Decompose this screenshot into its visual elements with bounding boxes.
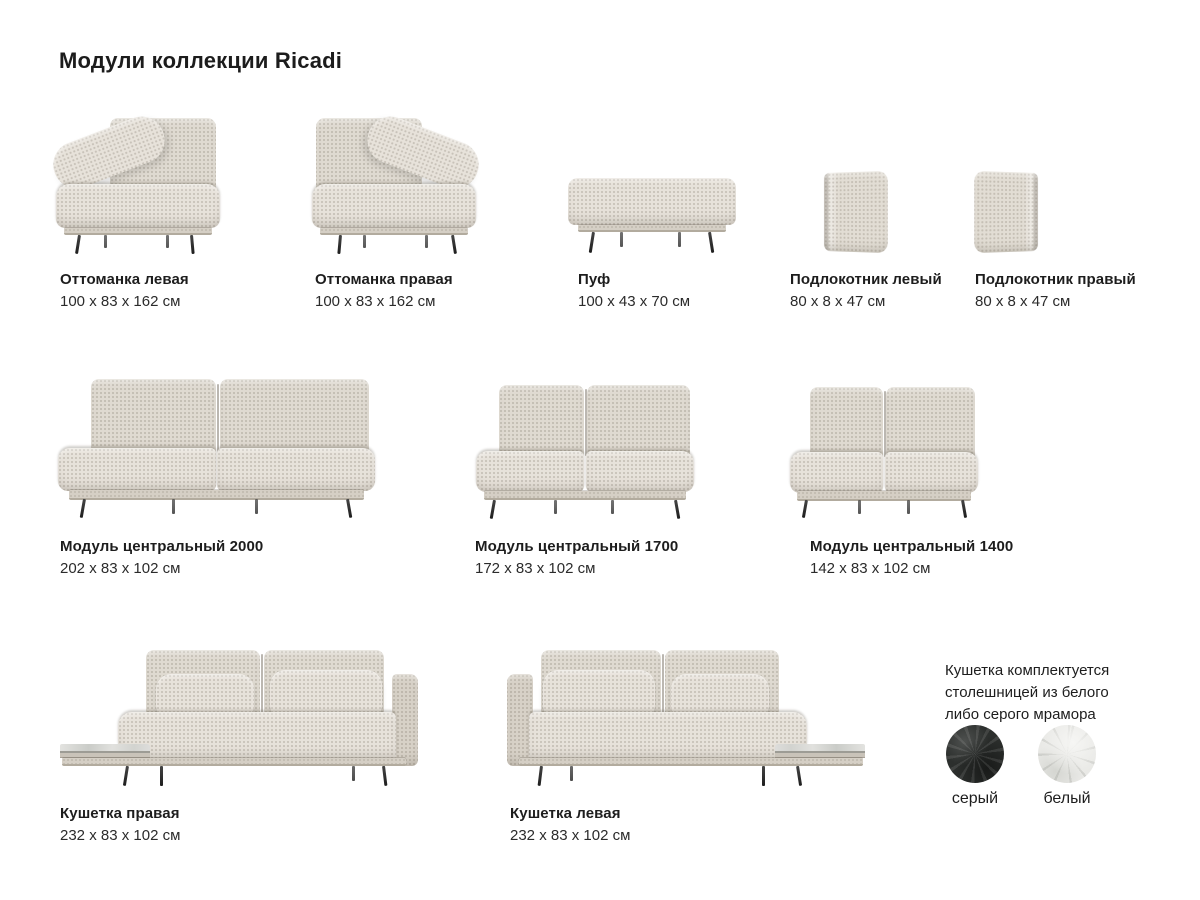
backrest-cushion (810, 387, 884, 459)
module-dims: 100 x 83 x 162 см (60, 293, 181, 310)
module-name: Модуль центральный 2000 (60, 538, 264, 555)
caption-couch-right (60, 803, 180, 846)
module-dims: 232 x 83 x 102 см (60, 827, 181, 844)
backrest-cushion (220, 379, 370, 455)
caption-ottoman-right (315, 269, 453, 312)
leg (762, 766, 765, 786)
leg (190, 235, 195, 254)
module-name: Модуль центральный 1400 (810, 538, 1014, 555)
note-line: столешницей из белого (945, 684, 1109, 701)
swatch-label-gray: серый (951, 790, 999, 807)
leg (166, 235, 169, 248)
leg (961, 500, 967, 519)
module-name: Пуф (578, 271, 611, 288)
caption-armrest-left (790, 269, 942, 312)
leg (451, 235, 457, 254)
leg (425, 235, 428, 248)
module-dims: 80 x 8 x 47 см (790, 293, 886, 310)
leg (80, 499, 86, 519)
leg (160, 766, 163, 786)
cushion-seam (662, 654, 664, 716)
module-1700-image (476, 384, 694, 517)
backrest-cushion (886, 387, 975, 459)
base-frame (578, 225, 726, 232)
couch-right-image (60, 650, 420, 786)
caption-module-1700 (475, 536, 678, 579)
seat-cushion (118, 712, 396, 760)
leg (538, 766, 543, 786)
module-name: Кушетка левая (510, 805, 621, 822)
note-line: Кушетка комплектуется (945, 662, 1110, 679)
leg (570, 766, 573, 781)
leg (708, 232, 714, 253)
page-title: Модули коллекции Ricadi (59, 48, 343, 73)
leg (352, 766, 355, 781)
leg (678, 232, 681, 247)
module-dims: 100 x 43 x 70 см (578, 293, 691, 310)
marble-tabletop (60, 744, 150, 753)
marble-swatch-gray (946, 725, 1004, 783)
leg (611, 500, 614, 514)
module-name: Оттоманка правая (315, 271, 453, 288)
leg (382, 766, 387, 786)
leg (802, 500, 808, 519)
pouf-image (566, 178, 738, 254)
cushion-seam (585, 389, 587, 456)
leg (75, 235, 81, 254)
leg (363, 235, 366, 248)
module-dims: 232 x 83 x 102 см (510, 827, 631, 844)
seat-cushion (312, 184, 476, 228)
armrest-left-image (818, 170, 894, 256)
cushion-seam (217, 384, 219, 454)
armrest-panel (824, 171, 888, 253)
seat-cushion (586, 451, 694, 493)
base-frame (320, 228, 468, 235)
leg (554, 500, 557, 514)
caption-module-2000 (60, 536, 263, 579)
backrest-cushion (587, 385, 690, 458)
seat-cushion (885, 452, 978, 493)
ottoman-right-image (312, 116, 476, 254)
base-frame (64, 228, 212, 235)
seat-cushion (790, 452, 883, 493)
caption-ottoman-left (60, 269, 189, 312)
module-dims: 202 x 83 x 102 см (60, 560, 181, 577)
cushion-seam (261, 654, 263, 716)
seat-cushion (58, 448, 216, 492)
base-frame (797, 491, 972, 500)
module-1400-image (790, 386, 978, 517)
seat-cushion (56, 184, 220, 228)
module-name: Подлокотник левый (790, 271, 942, 288)
leg (255, 499, 258, 514)
caption-module-1400 (810, 536, 1013, 579)
leg (907, 500, 910, 514)
cushion-seam (884, 391, 886, 457)
module-name: Оттоманка левая (60, 271, 189, 288)
module-2000-image (58, 378, 375, 517)
backrest-cushion (499, 385, 584, 458)
module-name: Модуль центральный 1700 (475, 538, 679, 555)
module-dims: 142 x 83 x 102 см (810, 560, 931, 577)
marble-swatch-white (1038, 725, 1096, 783)
leg (674, 499, 680, 518)
note-line: либо серого мрамора (945, 706, 1096, 723)
leg (104, 235, 107, 248)
caption-pouf (578, 269, 690, 312)
module-name: Подлокотник правый (975, 271, 1136, 288)
leg (796, 766, 802, 786)
leg (490, 499, 496, 518)
base-frame (484, 491, 687, 500)
leg (123, 766, 129, 786)
leg (346, 499, 352, 519)
base-frame (519, 758, 863, 766)
armrest-right-image (968, 170, 1044, 256)
leg (620, 232, 623, 247)
leg (589, 232, 595, 253)
backrest-cushion (91, 379, 215, 455)
seat-cushion (476, 451, 584, 493)
base-frame (69, 490, 364, 500)
module-dims: 172 x 83 x 102 см (475, 560, 596, 577)
module-name: Кушетка правая (60, 805, 180, 822)
caption-couch-left (510, 803, 630, 846)
leg (172, 499, 175, 514)
swatch-label-white: белый (1043, 790, 1091, 807)
marble-tabletop (775, 744, 865, 753)
module-dims: 100 x 83 x 162 см (315, 293, 436, 310)
marble-note (945, 660, 1109, 726)
module-dims: 80 x 8 x 47 см (975, 293, 1071, 310)
seat-cushion (217, 448, 375, 492)
leg (858, 500, 861, 514)
seat-cushion (568, 178, 736, 225)
base-frame (62, 758, 406, 766)
couch-left-image (505, 650, 865, 786)
armrest-panel (974, 171, 1038, 253)
caption-armrest-right (975, 269, 1136, 312)
ottoman-left-image (56, 116, 220, 254)
leg (337, 235, 342, 254)
seat-cushion (529, 712, 807, 760)
